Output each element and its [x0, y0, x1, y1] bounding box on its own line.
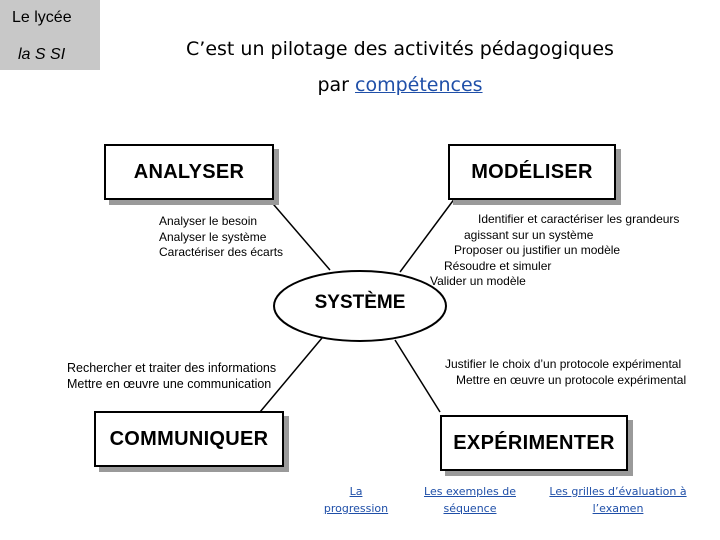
list-item: Mettre en œuvre un protocole expérimental [456, 372, 687, 387]
communiquer-list [67, 361, 276, 392]
list-item: Justifier le choix d’un protocole expérimental [445, 357, 682, 371]
analyser-box: ANALYSER [104, 144, 274, 200]
tag-line-1: Le lycée [12, 9, 72, 26]
list-item: agissant sur un système [464, 227, 594, 242]
systeme-label: SYSTÈME [314, 292, 406, 313]
list-item: Valider un modèle [430, 274, 526, 288]
list-item: Identifier et caractériser les grandeurs [478, 212, 680, 226]
connector-experimenter [395, 340, 440, 412]
analyser-list [159, 214, 283, 261]
progression-link[interactable]: La progression [323, 485, 389, 515]
list-item: Analyser le besoin [159, 214, 258, 228]
experimenter-box: EXPÉRIMENTER [440, 415, 628, 471]
exemples-sequence-link[interactable]: Les exemples de séquence [424, 485, 516, 515]
list-item: Proposer ou justifier un modèle [454, 243, 621, 257]
competences-link[interactable]: compétences [355, 74, 483, 96]
list-item: Caractériser des écarts [159, 245, 284, 259]
subtitle-prefix: par [317, 74, 355, 96]
tag-line-2: la S SI [18, 46, 66, 63]
list-item: Résoudre et simuler [444, 258, 552, 273]
list-item: Rechercher et traiter des informations [67, 361, 277, 375]
modeliser-box: MODÉLISER [448, 144, 616, 200]
experimenter-list [445, 357, 686, 388]
grilles-evaluation-link[interactable]: Les grilles d’évaluation à l’examen [549, 485, 687, 515]
modeliser-list [430, 212, 679, 290]
communiquer-box: COMMUNIQUER [94, 411, 284, 467]
list-item: Analyser le système [159, 229, 267, 244]
page-title: C’est un pilotage des activités pédagogiques [186, 38, 614, 60]
list-item: Mettre en œuvre une communication [67, 376, 272, 391]
